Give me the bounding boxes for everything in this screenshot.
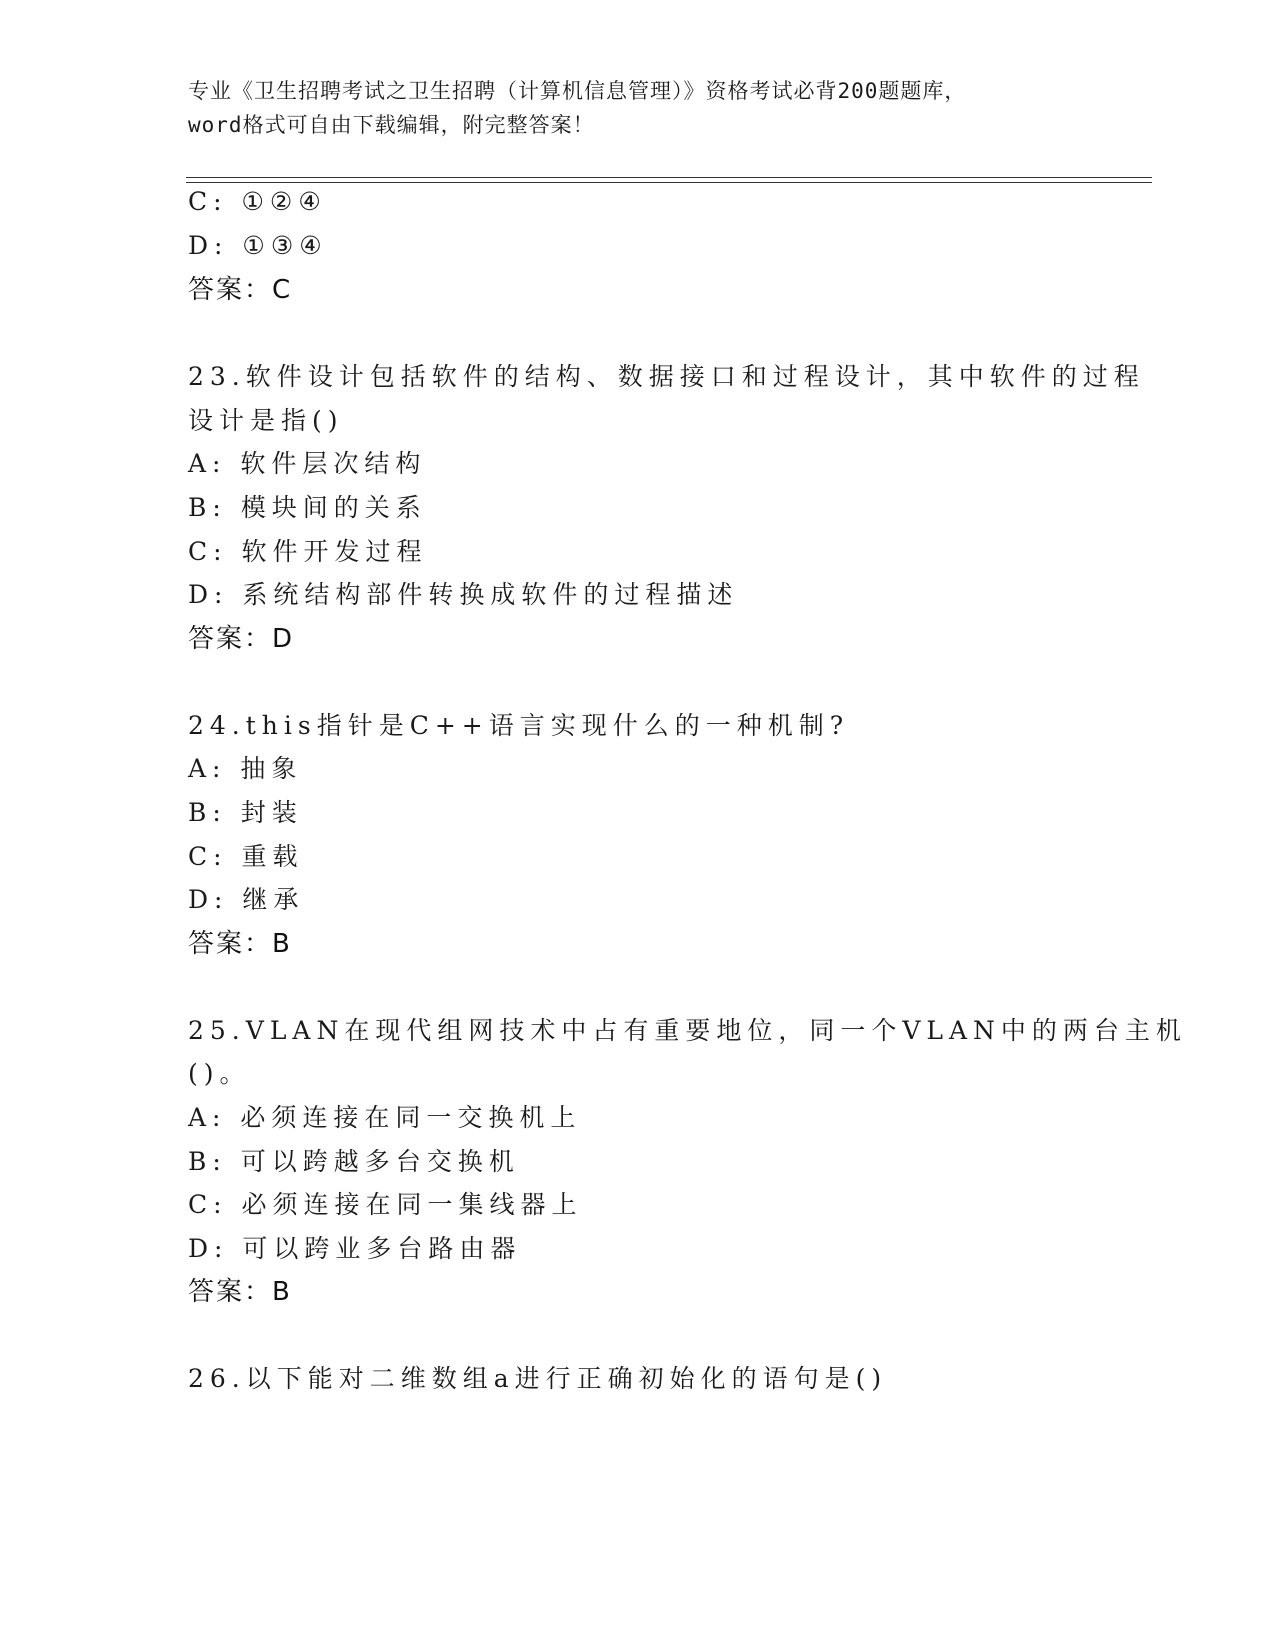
question-24-answer: 答案：B: [188, 929, 292, 959]
question-23-option-b: B: 模块间的关系: [188, 493, 427, 522]
prev-option-c: C: ①②④: [188, 187, 327, 216]
question-25-option-a: A: 必须连接在同一交换机上: [188, 1103, 582, 1132]
prev-option-d: D: ①③④: [188, 231, 328, 260]
question-23-answer: 答案：D: [188, 624, 295, 654]
question-23-stem-line-2: 设计是指(): [188, 406, 344, 435]
header-title-line-2: word格式可自由下载编辑，附完整答案！: [188, 113, 595, 137]
header-divider-top: [186, 177, 1152, 178]
document-header: [188, 74, 1088, 142]
question-24-option-d: D: 继承: [188, 885, 305, 914]
question-23-option-d: D: 系统结构部件转换成软件的过程描述: [188, 580, 739, 609]
question-25-option-b: B: 可以跨越多台交换机: [188, 1147, 520, 1176]
question-25-stem-line-2: ()。: [188, 1059, 251, 1088]
header-title-line-1: 专业《卫生招聘考试之卫生招聘（计算机信息管理）》资格考试必背200题题库，: [188, 79, 967, 103]
question-24-option-c: C: 重载: [188, 842, 304, 871]
question-24-option-b: B: 封装: [188, 798, 303, 827]
question-25-option-d: D: 可以跨业多台路由器: [188, 1234, 522, 1263]
question-23-stem-line-1: 23.软件设计包括软件的结构、数据接口和过程设计，其中软件的过程: [188, 362, 1145, 391]
prev-answer: 答案：C: [188, 275, 293, 305]
question-24-stem-line-1: 24.this指针是C++语言实现什么的一种机制?: [188, 711, 850, 740]
header-divider-bottom: [186, 182, 1152, 183]
question-26-stem-line-1: 26.以下能对二维数组a进行正确初始化的语句是(): [188, 1364, 888, 1393]
question-24-option-a: A: 抽象: [188, 754, 303, 783]
question-23-option-a: A: 软件层次结构: [188, 449, 427, 478]
question-25-option-c: C: 必须连接在同一集线器上: [188, 1190, 583, 1219]
question-23-option-c: C: 软件开发过程: [188, 537, 428, 566]
question-25-answer: 答案：B: [188, 1277, 292, 1307]
question-25-stem-line-1: 25.VLAN在现代组网技术中占有重要地位，同一个VLAN中的两台主机: [188, 1016, 1187, 1045]
